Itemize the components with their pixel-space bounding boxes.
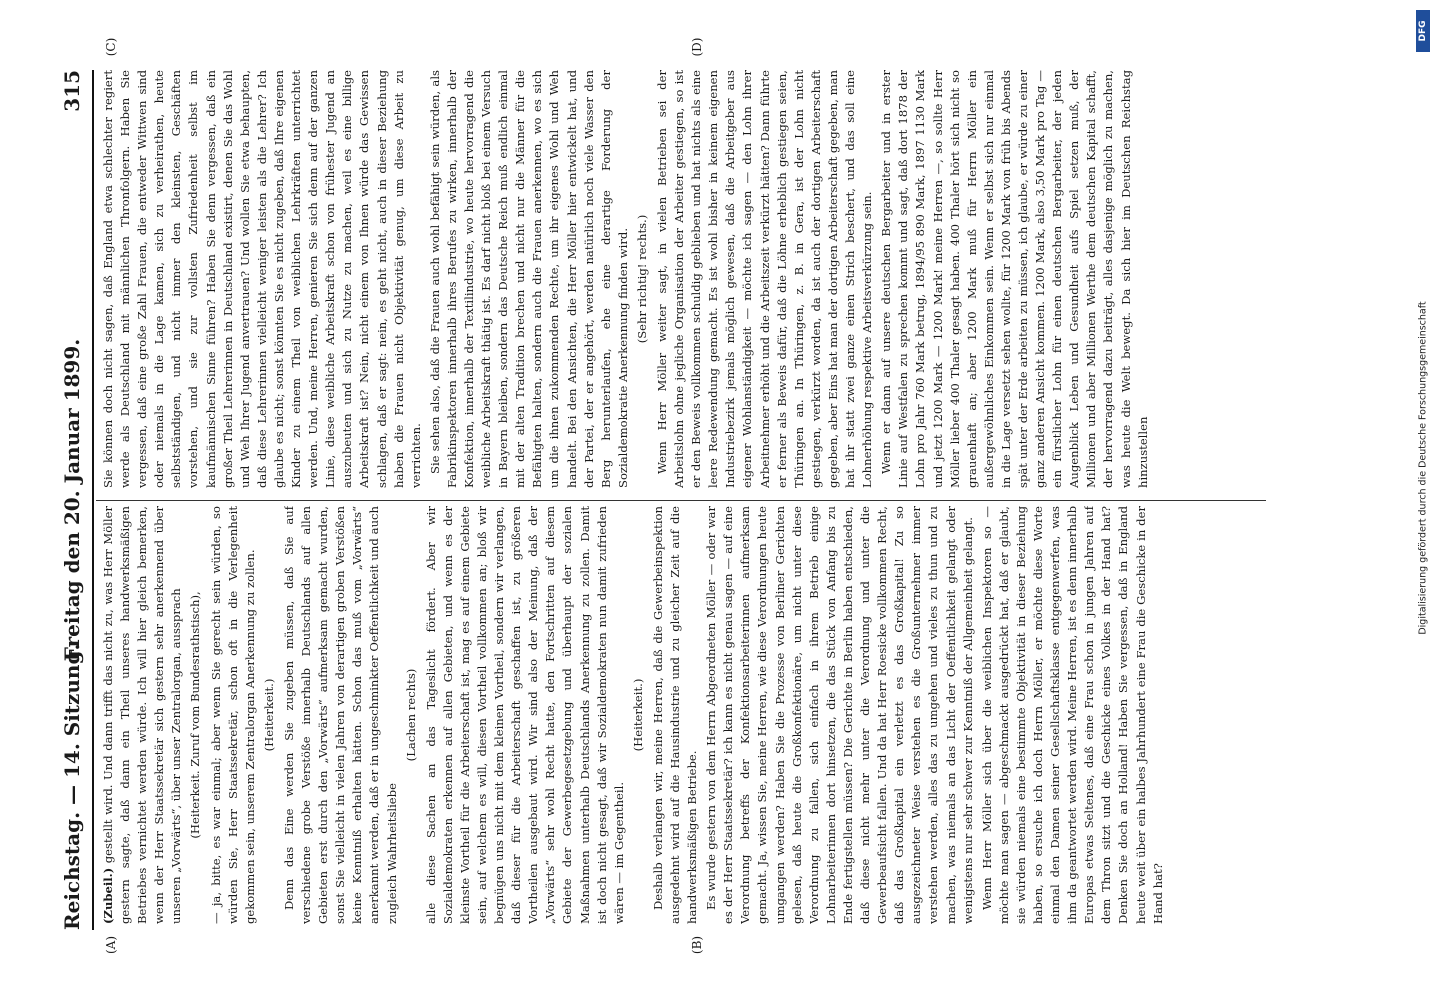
paragraph: [100, 506, 185, 924]
left-column: [100, 506, 1265, 924]
digitization-sidebar: [1413, 8, 1433, 998]
header-title: Reichstag. — 14. Sitzung.: [60, 643, 84, 930]
paragraph: alle diese Sachen an das Tageslicht fördert. Aber wir Sozialdemokraten erkennen auf allen Gebieten, und wenn es der kleinste Vortheil für die Arbeiterschaft ist, mag es auf einem Gebiete sein, auf welchem es will, diesen Vortheil vollkommen an; bloß wir begnügen uns nicht mit dem kleinen Vortheil, sondern wir verlangen, daß dieser für die Arbeiterschaft geschaffen ist, zu größeren Vortheilen ausgebaut wird. Wir sind also der Meinung, daß der „Vorwärts“ sehr wohl Recht hatte, den Fortschritten auf diesem Gebiete der Gewerbegesetzgebung und überhaupt der sozialen Maßnahmen unterhalb Deutschlands Anerkennung zu zollen. Damit ist doch nicht gesagt, daß wir Sozialdemokraten nun damit zufrieden wären — im Gegentheil.: [423, 506, 626, 924]
column-divider: [96, 500, 1266, 501]
margin-marker-c: (C): [104, 37, 118, 57]
header-date: Freitag den 20. Januar 1899.: [60, 338, 84, 662]
paragraph: — ja, bitte, es war einmal; aber wenn Sie gerecht sein würden, so würden Sie, Herr Staatssekretär, schon oft in die Verlegenheit gekommen sein, unserem Zentralorgan Anerkennung zu zollen.: [208, 506, 257, 924]
interjection: (Heiterkeit.): [261, 678, 276, 752]
dfg-logo: [1416, 10, 1430, 52]
speaker-name: (Zubeil.): [101, 867, 115, 924]
paragraph: Deshalb verlangen wir, meine Herren, daß die Gewerbeinspektion ausgedehnt wird auf die Hausindustrie und zu gleicher Zeit auf die handwerksmäßigen Betriebe.: [650, 506, 700, 924]
margin-marker-d: (D): [690, 37, 704, 57]
paragraph: Wenn Herr Möller sich über die weiblichen Inspektoren so — möchte man sagen — abgeschmackt ausgedrückt hat, daß er glaubt, sie würden niemals eine bestimmte Objektivität in dieser Beziehung haben, so ersuche ich doch Herrn Möller, er möchte diese Worte einmal den Damen seiner Gesellschaftsklasse entgegenwerfen, was ihm da geantwortet werden wird. Meine Herren, ist es denn innerhalb Europas etwas Seltenes, daß eine Frau schon in jungen Jahren auf dem Thron sitzt und die Geschicke eines Volkes in der Hand hat? Denken Sie doch an Holland! Haben Sie vergessen, daß in England heute weit über ein halbes Jahrhundert eine Frau die Geschicke in der Hand hat?: [979, 506, 1165, 924]
paragraph: Sie können doch nicht sagen, daß England etwa schlechter regiert werde als Deutschland mit männlichen Thronfolgern. Haben Sie vergessen, daß eine große Zahl Frauen, die entweder Wittwen sind oder niemals in die Lage kamen, sich zu verheirathen, heute selbstständigen, und nicht immer den kleinsten, Geschäften vorstehen, und sie zur vollsten Zufriedenheit selbst im kaufmännischen Sinne führen? Haben Sie denn vergessen, daß ein großer Theil Lehrerinnen in Deutschland existirt, denen Sie das Wohl und Weh Ihrer Jugend anvertrauen? Und wollen Sie etwa behaupten, daß diese Lehrerinnen vielleicht weniger leisten als die Lehrer? Ich glaube es nicht; sonst könnten Sie es nicht zugeben, daß Ihre eigenen Kinder zu einem Theil von weiblichen Lehrkräften unterrichtet werden. Und, meine Herren, genieren Sie sich denn auf der ganzen Linie, diese weibliche Arbeitskraft schon von frühester Jugend an auszubeuten und sich zu Nutze zu machen, weil es eine billige Arbeitskraft ist? Nein, nicht einem von Ihnen würde das Gewissen schlagen, daß er sagt: nein, es geht nicht, auch in dieser Beziehung haben die Frauen nicht Objektivität genug, um diese Arbeit zu verrichten.: [101, 70, 423, 488]
paragraph-text: gestellt wird. Und dann trifft das nicht zu, was Herr Möller gestern sagte, daß dann ein Theil unseres handwerksmäßigen Betriebes vernichtet werden würde. Ich will hier gleich bemerken, wenn der Herr Staatssekretär sich gestern sehr anerkennend über unseren „Vorwärts“, über unser Zentralorgan, aussprach: [101, 506, 184, 924]
margin-marker-a: (A): [104, 935, 118, 955]
paragraph: Wenn er dann auf unsere deutschen Bergarbeiter und in erster Linie auf Westfalen zu sprechen kommt und sagt, daß dort 1878 der Lohn pro Jahr 760 Mark betrug, 1894/95 890 Mark, 1897 1130 Mark und jetzt 1200 Mark — 1200 Mark! meine Herren —, so sollte Herr Möller lieber 400 Thaler gesagt haben. 400 Thaler hört sich nicht so grauenhaft an; aber 1200 Mark muß für Herrn Möller ein außergewöhnliches Einkommen sein. Wenn er selbst sich nur einmal in die Lage versetzt sehen wollte, für 1200 Mark von früh bis Abends spät unter der Erde arbeiten zu müssen, ich glaube, er würde zu einer ganz anderen Ansicht kommen. 1200 Mark, also 3,50 Mark pro Tag — ein fürstlicher Lohn für einen deutschen Bergarbeiter, der jeden Augenblick Leben und Gesundheit aufs Spiel setzen muß, der Millionen und aber Millionen Werthe dem deutschen Kapital schafft, der hervorragend dazu beiträgt, alles dasjenige möglich zu machen, was heute die Welt bewegt. Da sich hier im Deutschen Reichstag hinzustellen: [879, 70, 1150, 488]
page-number: 315: [60, 70, 84, 112]
interjection: (Lachen rechts): [403, 668, 418, 762]
right-column: [100, 70, 1265, 488]
interjection: (Sehr richtig! rechts.): [634, 214, 649, 344]
paragraph: Wenn Herr Möller weiter sagt, in vielen Betrieben sei der Arbeitslohn ohne jegliche Organisation der Arbeiter gestiegen, so ist er den Beweis vollkommen schuldig geblieben und hat nichts als eine leere Redewendung gemacht. Es ist wohl bisher in keinem eigenen Industriebezirk jemals möglich gewesen, daß die Arbeitgeber aus eigener Wohlanständigkeit — möchte ich sagen — den Lohn ihrer Arbeitnehmer erhöht und die Arbeitszeit verkürzt hätten? Dann führte er ferner als Beweis dafür, daß die Löhne erheblich gestiegen seien, Thüringen an. In Thüringen, z. B. in Gera, ist der Lohn nicht gestiegen, verkürzt worden, da ist auch der dortigen Arbeiterschaft gegeben, aber Eins hat man der dortigen Arbeiterschaft gegeben, man hat ihr statt zwei ganze einen Strich beschert, und das soll eine Lohnerhöhung respektive Arbeitsverkürzung sein.: [655, 70, 875, 488]
paragraph: Es wurde gestern von dem Herrn Abgeordneten Möller — oder war es der Herr Staatssekretär? ich kann es nicht genau sagen — auf eine Verordnung betreffs der Konfektionsarbeiterinnen aufmerksam gemacht. Ja, wissen Sie, meine Herren, wie diese Verordnungen heute umgangen werden? Haben Sie die Prozesse von Berliner Gerichten gelesen, daß heute die Großkonfektionäre, um nicht unter diese Verordnung zu fallen, sich einfach in ihrem Betrieb einige Lohnarbeiterinnen dort hinsetzen, die das Stück von Anfang bis zu Ende fertigstellen müssen? Die Gerichte in Berlin haben entschieden, daß diese nicht mehr unter die Verordnung und unter die Gewerbeaufsicht fallen. Und da hat Herr Roesicke vollkommen Recht, daß das Großkapital ein verletzt es das Großkapital! Zu so ausgezeichneter Weise verstehen es die Großunternehmer immer verstehen werden, alles das zu umgehen und vieles zu thun und zu machen, was niemals an das Licht der Oeffentlichkeit gelangt oder wenigstens nur sehr schwer zur Kenntniß der Allgemeinheit gelangt.: [704, 506, 975, 924]
margin-marker-b: (B): [690, 935, 704, 955]
interjection: (Heiterkeit.): [630, 678, 645, 752]
header-rule: [92, 70, 94, 930]
paragraph: Sie sehen also, daß die Frauen auch wohl befähigt sein würden, als Fabrikinspektoren innerhalb ihres Berufes zu wirken, innerhalb der Konfektion, innerhalb der Textilindustrie, wo heute hervorragend die weibliche Arbeitskraft thätig ist. Es darf nicht bloß bei einem Versuch in Bayern bleiben, sondern das Deutsche Reich muß endlich einmal mit der alten Tradition brechen und nicht nur die Männer für die Befähigten halten, sondern auch die Frauen anerkennen, wo es sich um die ihnen zukommenden Rechte, um ihr eigenes Wohl und Weh handelt. Bei den Ansichten, die Herr Möller hier entwickelt hat, und der Partei, der er angehört, werden natürlich noch viele Wasser den Berg herunterlaufen, ehe eine derartige Forderung der Sozialdemokratie Anerkennung finden wird.: [427, 70, 630, 488]
interjection: (Heiterkeit. Zuruf vom Bundesrathstisch),: [188, 591, 203, 839]
digitization-note-text: Digitalisierung gefördert durch die Deutsche Forschungsgemeinschaft: [1417, 301, 1429, 635]
logo-text: DFG: [1418, 20, 1428, 42]
paragraph: Denn das Eine werden Sie zugeben müssen, daß Sie auf verschiedene grobe Verstöße innerhalb Deutschlands auf allen Gebieten erst durch den „Vorwärts“ aufmerksam gemacht wurden, sonst Sie vielleicht in vielen Jahren von derartigen groben Verstößen keine Kenntniß erhalten hätten. Schon das muß vom „Vorwärts“ anerkannt werden, daß er in ungeschminkter Oeffentlichkeit und auch zugleich Wahrheitsliebe: [281, 506, 399, 924]
page-header: [60, 70, 90, 930]
